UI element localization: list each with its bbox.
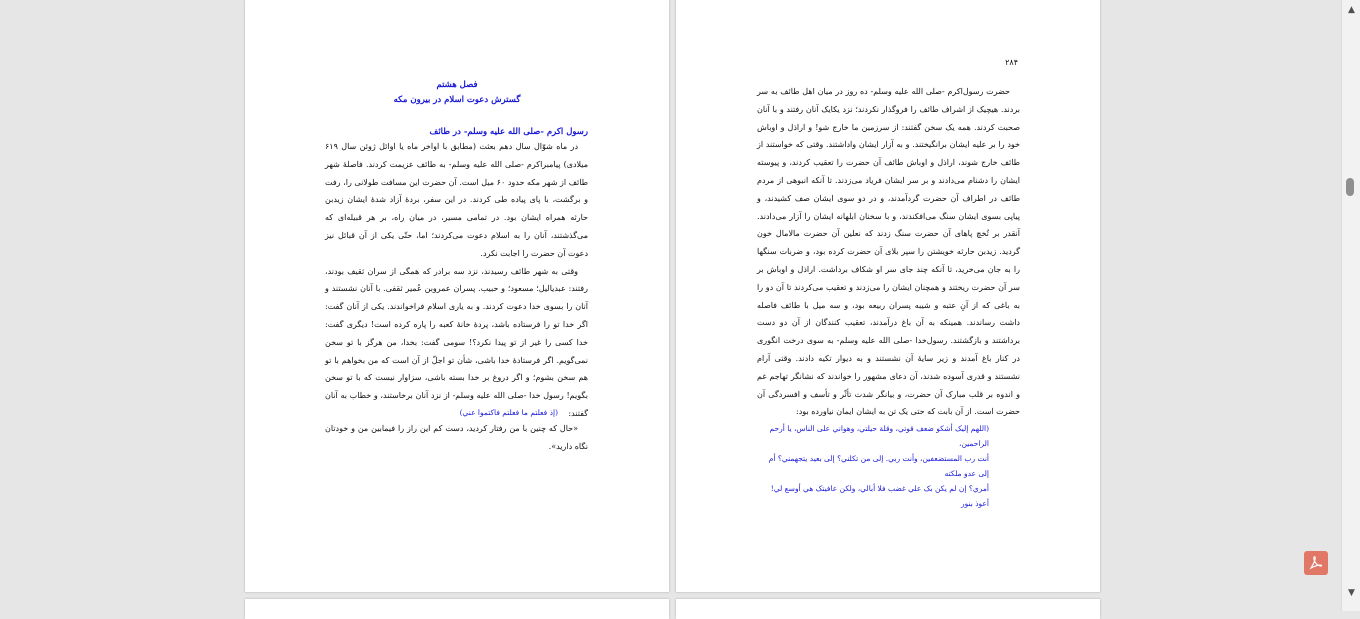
page-number: ۲۸۴ xyxy=(1005,58,1018,67)
dua-line: أمري؟ إن لم يکن بک علي غضب فلا أبالي، ولکن عافيتک هي أوسع لي! أعوذ بنور xyxy=(770,484,989,508)
right-body xyxy=(757,83,1020,421)
paragraph: در ماه شوّال سال دهم بعثت (مطابق با اواخر ماه یا اوائل ژوئن سال ۶۱۹ میلادی) پیامبراکرم -صلی الله علیه وسلم- به طائف عزیمت کردند. فاصلهٔ شهر طائف از شهر مکه حدود ۶۰ میل است. آن حضرت این مسافت طولانی را، رفت و برگشت، با پای پیاده طی کردند. در این سفر، بردهٔ آزاد شدهٔ ایشان زیدبن حارثه همراه ایشان بود. در تمامی مسیر، در میان راه، بر هر قبیله‌ای که می‌گذشتند، آنان را به اسلام دعوت می‌کردند؛ اما، حتّی یکی از آن قبائل نیز دعوت آن حضرت را اجابت نکرد. xyxy=(325,142,589,258)
vertical-scrollbar[interactable] xyxy=(1341,0,1360,611)
document-page-right xyxy=(676,0,1100,592)
paragraph: حضرت رسول‌اکرم -صلی الله علیه وسلم- ده روز در میان اهل طائف به سر بردند. هیچیک از اشراف طائف را فروگذار نکردند؛ نزد یکایک آنان رفتند و با آنان صحبت کردند. همه یک سخن گفتند: از سرزمین ما خارج شو! و اراذل و اوباش خود را بر علیه ایشان برانگیختند. و به آزار ایشان واداشتند. وقتی که خواستند از طائف خارج شوند، اراذل و اوباش طائف آن حضرت را تعقیب کردند، و پیوسته ایشان را دشنام می‌دادند و بر سر ایشان فریاد می‌زدند. تا آنکه انبوهی از مردم طائف در اطراف آن حضرت گردآمدند، و در دو سوی ایشان صف کشیدند، و پیاپی بسوی ایشان سنگ می‌افکندند، و با سخنان ابلهانه ایشان را آزار می‌دادند. آنقدر بر تُخچ پاهای آن حضرت سنگ زدند که نعلین آن حضرت مالامال خون گردید. زیدبن حارثه خویشتن را سپر بلای آن حضرت کرده بود، و ضربات سنگها را به جان می‌خرید، تا آنکه چند جای سر او شکاف برداشت. اراذل و اوباش بر سر آن حضرت ریختند و همچنان ایشان را می‌زدند و تعقیب می‌کردند تا آن دو را به باغی که از آنِ عتبه و شیبه پسران ربیعه بود، و سه میل با طائف فاصله داشت رساندند. همینکه به آن باغ درآمدند، تعقیب کنندگان از آن دو دست برداشتند و بازگشتند. رسول‌خدا -صلی الله علیه وسلم- به سوی درخت انگوری در کنار باغ آمدند و زیر سایهٔ آن نشستند و به دیوار تکیه دادند. وقتی آرام نشستند و قدری آسوده شدند، آن دعای مشهور را خواندند که نشانگر تهاجم غم و اندوه بر قلب مبارک آن حضرت، و بیانگر شدت تأثّر و تأسف و افسردگی آن حضرت است. از آن بابت که حتی یک تن به ایشان ایمان نیاورده بود: xyxy=(757,87,1020,417)
dua-line: (اللهم إليک أشکو ضعف قوتي، وقلة حيلتي، وهواني على الناس، يا أرحم الراحمين، xyxy=(769,424,989,448)
left-body xyxy=(325,138,588,423)
section-heading: رسول اکرم -صلی الله علیه وسلم- در طائف xyxy=(429,127,588,137)
left-body-end xyxy=(325,420,588,456)
dua-line: أنت رب المستضعفين، وأنت ربي. إلى من تکلني؟ إلى بعيد يتجهمني؟ أم إلى عدو ملکته xyxy=(768,454,989,478)
pdf-icon xyxy=(1308,555,1324,571)
scrollbar-thumb[interactable] xyxy=(1346,178,1354,196)
scroll-down-icon[interactable]: ▼ xyxy=(1348,588,1355,598)
document-page-next-left xyxy=(245,599,669,619)
document-page-next-right xyxy=(676,599,1100,619)
verse-quote: (إذ فعلتم ما فعلتم فاكتموا عني) xyxy=(459,408,558,417)
paragraph: وقتی به شهر طائف رسیدند، نزد سه برادر که همگی از سران ثقیف بودند، رفتند: عبدیالیل؛ مسعود؛ و حبیب. پسران عمروبن عُمیر ثقفی. با آنان نشستند و آنان را بسوی خدا دعوت کردند. و به یاری اسلام فراخواندند. یکی از آنان گفت: اگر خدا تو را فرستاده باشد، پردهٔ خانهٔ کعبه را پاره کرده است! دیگری گفت: خدا کسی را غیر از تو پیدا نکرد؟! سومی گفت: بخدا، من هرگز با تو سخن نمی‌گویم. اگر فرستادهٔ خدا باشی، شأن تو اجلّ از آن است که من بخواهم با تو هم سخن بشوم؛ و اگر دروغ بر خدا بسته باشی، سزاوار نیست که با تو سخن بگویم! رسول خدا -صلی الله علیه وسلم- از نزد آنان برخاستند، و خطاب به آنان گفتند: xyxy=(325,266,588,418)
dua-text xyxy=(757,421,989,511)
chapter-title: گسترش دعوت اسلام در بیرون مکه xyxy=(393,95,521,105)
document-page-left xyxy=(245,0,669,592)
paragraph: «حال که چنین با من رفتار کردید، دست کم این راز را فیمابین من و خودتان نگاه دارید».‏ xyxy=(325,424,588,451)
chapter-label: فصل هشتم xyxy=(436,80,478,90)
scroll-up-icon[interactable]: ▲ xyxy=(1348,5,1355,15)
pdf-download-button[interactable] xyxy=(1304,551,1328,575)
